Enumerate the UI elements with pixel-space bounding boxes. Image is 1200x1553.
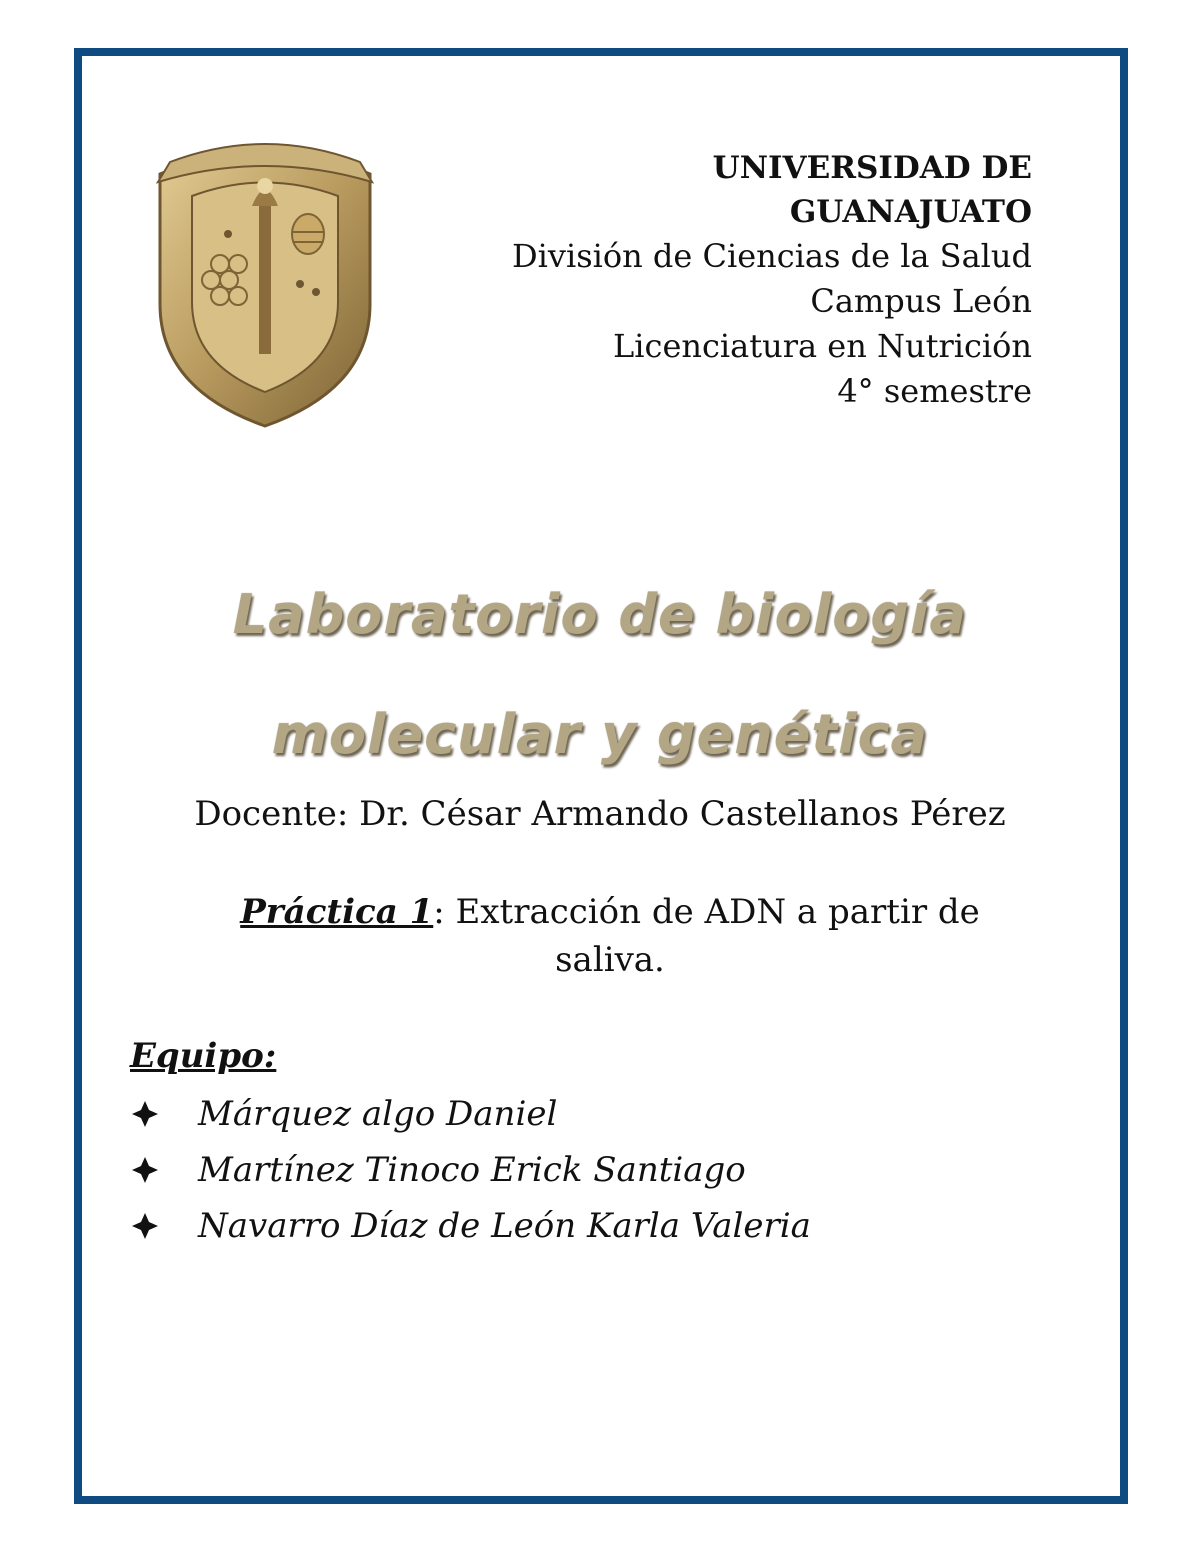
semester: 4° semestre [837,372,1032,410]
campus-name: Campus León [810,282,1032,320]
list-item [130,1142,811,1198]
team-member-name: Navarro Díaz de León Karla Valeria [198,1206,811,1246]
team-member-name: Martínez Tinoco Erick Santiago [198,1150,746,1190]
diamond-bullet-icon [130,1155,160,1185]
practice-description: Extracción de ADN a partir de saliva. [455,892,980,980]
course-title-line2: molecular y genética [271,703,929,766]
list-item [130,1086,811,1142]
university-name-line1: UNIVERSIDAD DE [712,150,1032,186]
institution-header [392,146,1032,414]
division-name: División de Ciencias de la Salud [512,237,1032,275]
university-name-line2: GUANAJUATO [789,194,1032,230]
university-crest-icon [140,134,390,430]
course-title-line1: Laboratorio de biología [232,583,968,646]
diamond-bullet-icon [130,1099,160,1129]
teacher-line: Docente: Dr. César Armando Castellanos Pérez [194,794,1006,834]
practice-label: Práctica 1 [240,892,434,932]
list-item [130,1198,811,1254]
practice-line [180,888,1040,984]
team-members-list [130,1086,811,1254]
team-member-name: Márquez algo Daniel [198,1094,558,1134]
program-name: Licenciatura en Nutrición [613,327,1032,365]
practice-separator: : [433,892,445,932]
diamond-bullet-icon [130,1211,160,1241]
course-title [150,555,1050,795]
team-heading: Equipo: [130,1036,277,1076]
